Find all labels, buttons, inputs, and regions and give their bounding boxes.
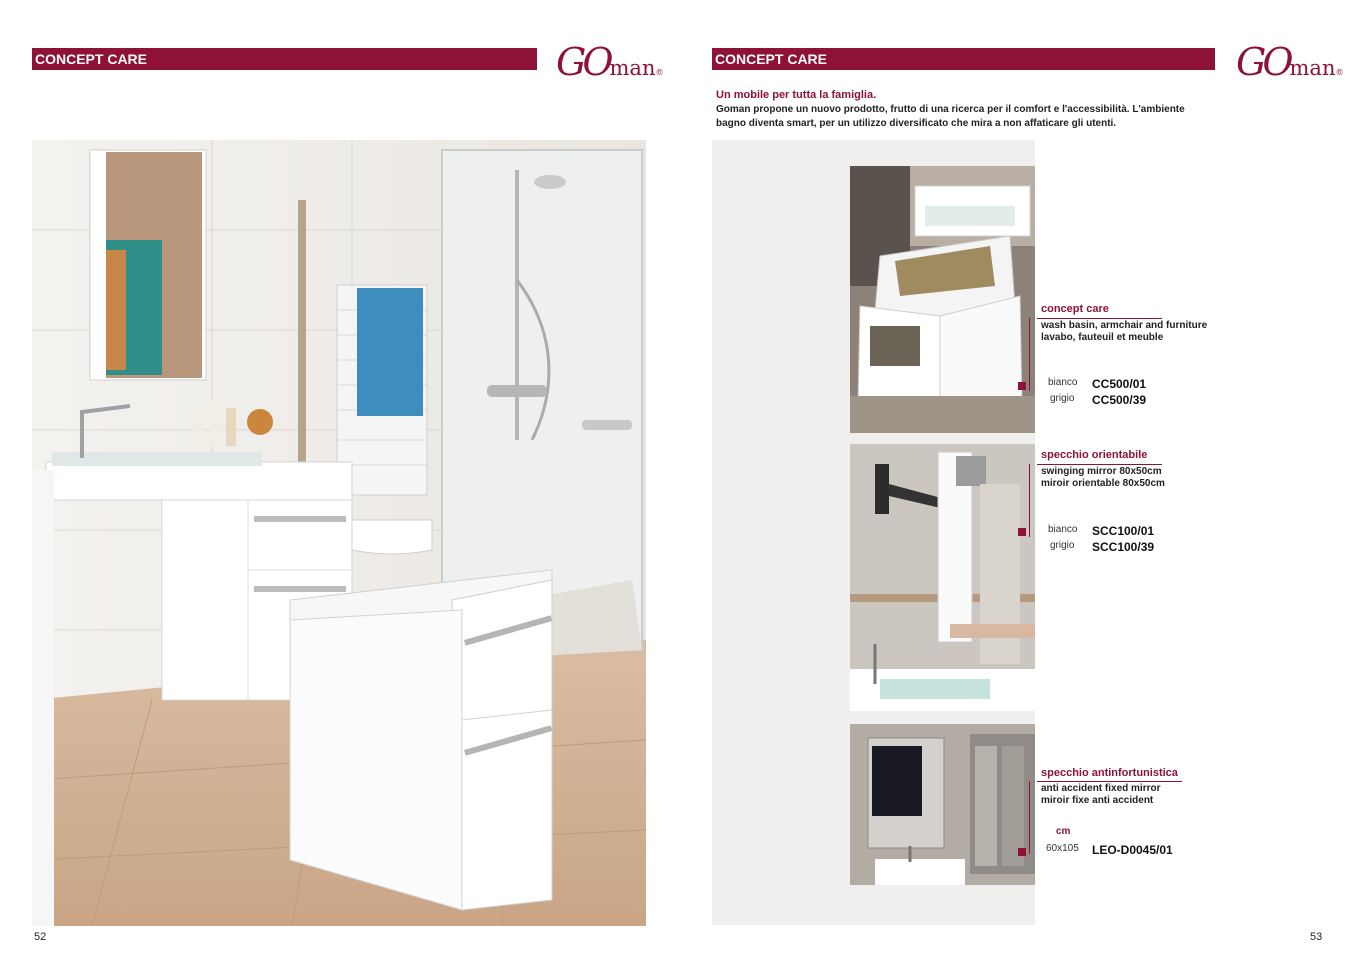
product-2-marker	[1018, 528, 1026, 536]
product-2-desc-line-1: swinging mirror 80x50cm	[1041, 466, 1162, 477]
product-2-color-2: grigio	[1050, 540, 1075, 551]
right-page-number: 53	[1310, 931, 1323, 943]
product-1-marker	[1018, 382, 1026, 390]
concept-care-photo	[850, 166, 1035, 433]
anti-accident-mirror-photo	[850, 724, 1035, 885]
bathroom-main-photo	[32, 140, 646, 926]
right-goman-logo: GOman®	[1236, 40, 1344, 84]
product-3-size-1: 60x105	[1046, 843, 1079, 854]
product-3-title: specchio antinfortunistica	[1041, 767, 1178, 779]
product-1-title: concept care	[1041, 303, 1109, 315]
product-1-rule	[1029, 318, 1030, 391]
product-1-desc-line-1: wash basin, armchair and furniture	[1041, 320, 1208, 331]
product-3-desc	[1041, 783, 1160, 807]
product-2-color-1: bianco	[1048, 524, 1078, 535]
product-2-title: specchio orientabile	[1041, 449, 1148, 461]
intro-line-2: bagno diventa smart, per un utilizzo diversificato che mira a non affaticare gli utenti.	[716, 118, 1117, 129]
swinging-mirror-photo	[850, 444, 1035, 711]
intro-title: Un mobile per tutta la famiglia.	[716, 89, 877, 101]
left-goman-logo: GOman®	[556, 40, 664, 84]
product-2-code-1: SCC100/01	[1092, 524, 1155, 538]
product-3-desc-line-1: anti accident fixed mirror	[1041, 783, 1161, 794]
product-1-code-1: CC500/01	[1092, 377, 1147, 391]
product-2-code-2: SCC100/39	[1092, 540, 1155, 554]
product-3-unit-label: cm	[1056, 826, 1071, 837]
product-1-color-2: grigio	[1050, 393, 1075, 404]
product-1-title-rule	[1037, 318, 1162, 319]
product-1-desc	[1041, 320, 1207, 344]
product-3-marker	[1018, 848, 1026, 856]
product-3-code-1: LEO-D0045/01	[1092, 843, 1173, 857]
left-header-title: CONCEPT CARE	[35, 51, 148, 67]
intro-text	[716, 103, 1216, 131]
right-header-title: CONCEPT CARE	[715, 51, 828, 67]
intro-line-1: Goman propone un nuovo prodotto, frutto di una ricerca per il comfort e l'accessibilità. L'ambiente	[716, 104, 1185, 115]
product-1-code-2: CC500/39	[1092, 393, 1147, 407]
product-3-title-rule	[1037, 781, 1182, 782]
product-2-desc-line-2: miroir orientable 80x50cm	[1041, 478, 1165, 489]
product-2-desc	[1041, 466, 1165, 490]
left-header-bar	[32, 48, 537, 70]
product-1-desc-line-2: lavabo, fauteuil et meuble	[1041, 332, 1164, 343]
product-3-desc-line-2: miroir fixe anti accident	[1041, 795, 1154, 806]
left-page-number: 52	[34, 931, 47, 943]
right-header-bar	[712, 48, 1215, 70]
product-3-rule	[1029, 781, 1030, 854]
product-2-rule	[1029, 464, 1030, 537]
product-1-color-1: bianco	[1048, 377, 1078, 388]
product-2-title-rule	[1037, 464, 1162, 465]
